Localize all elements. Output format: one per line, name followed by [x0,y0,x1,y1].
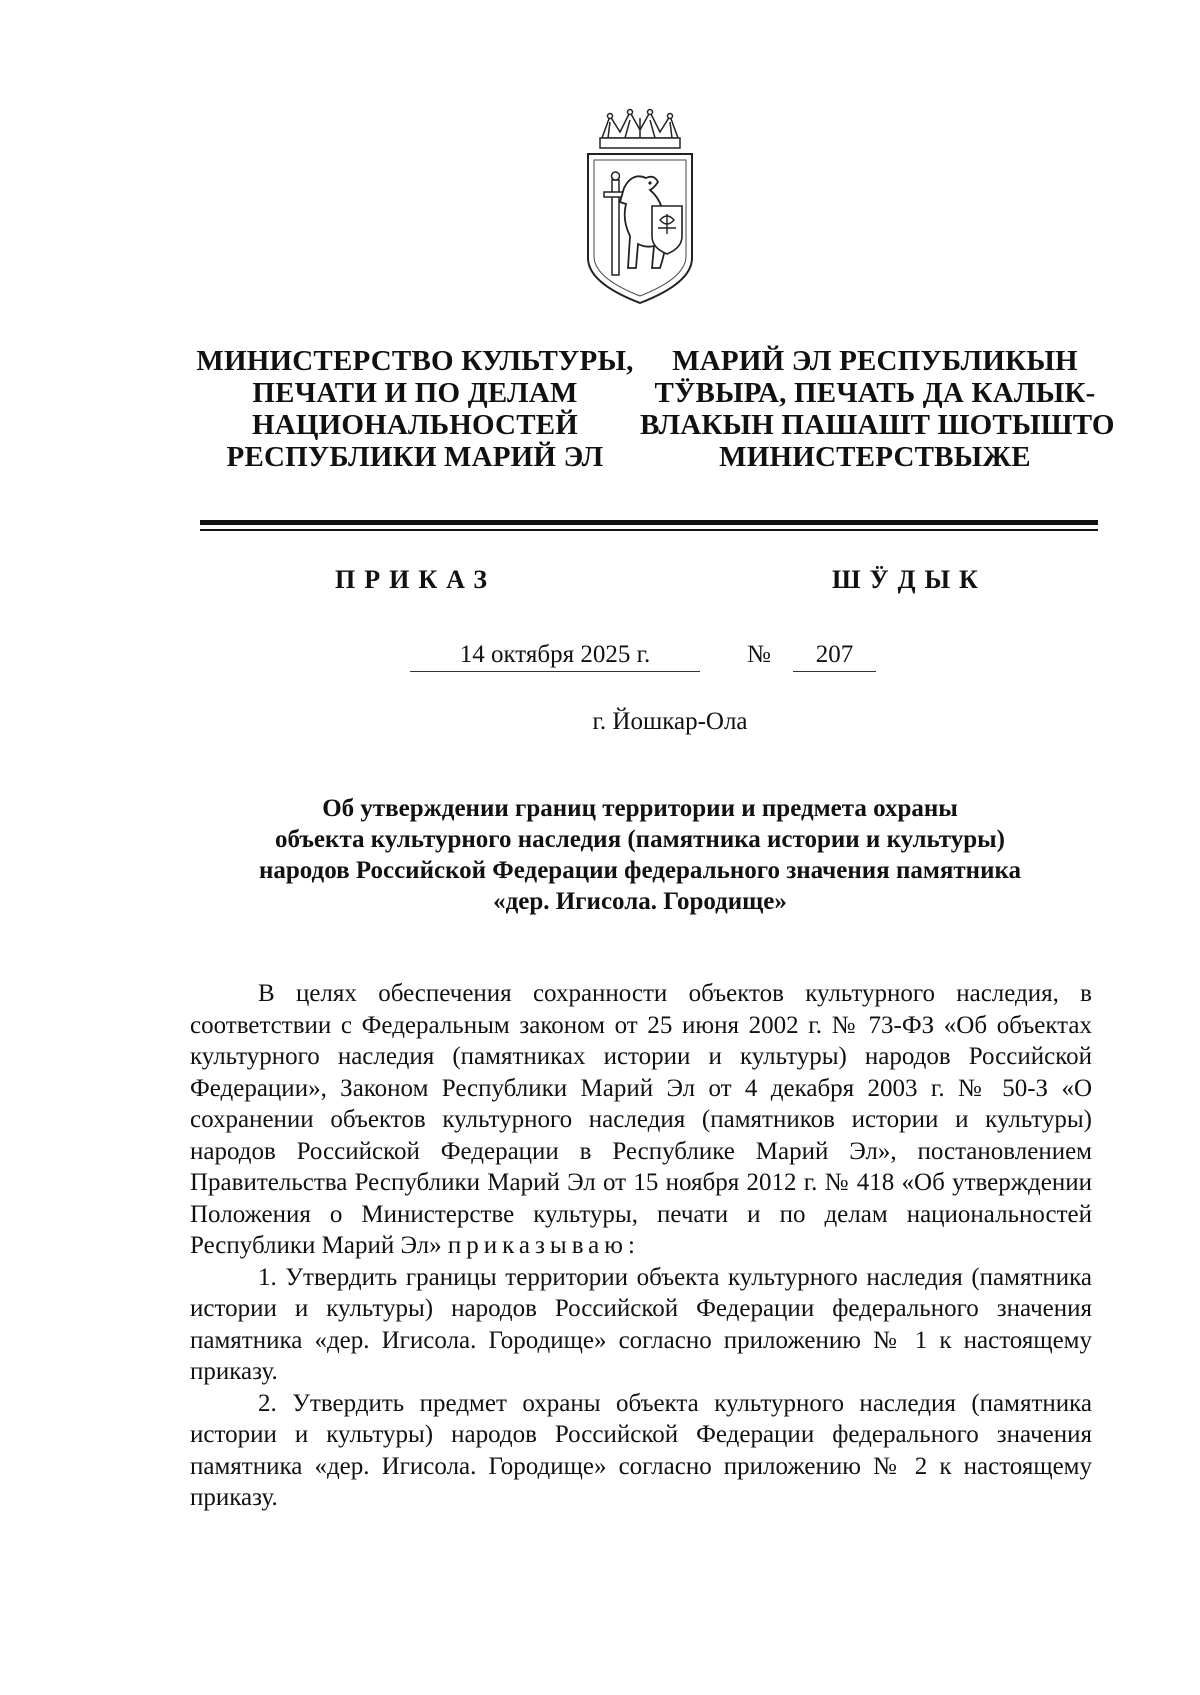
header-divider-thin [200,529,1098,531]
org-ru-line: ПЕЧАТИ И ПО ДЕЛАМ [252,377,578,409]
title-line: «дер. Игисола. Городище» [493,888,787,915]
org-mari-line: МАРИЙ ЭЛ РЕСПУБЛИКЫН [672,345,1078,377]
org-mari-line: МИНИСТЕРСТВЫЖЕ [719,441,1031,473]
title-line: Об утверждении границ территории и предмета охраны [322,795,958,822]
title-line: объекта культурного наследия (памятника истории и культуры) [274,826,1005,853]
organization-name-mari [640,345,1115,473]
document-date: 14 октября 2025 г. [459,641,651,668]
document-type-russian: ПРИКАЗ [335,565,497,594]
document-number: 207 [815,641,854,668]
coat-of-arms-emblem [580,108,700,308]
preamble-text: В целях обеспечения сохранности объектов культурного наследия, в соответствии с Федеральным законом от 25 июня 2002 г. № 73-ФЗ «Об объектах культурного наследия (памятниках истории и культуры) народов Российской Федерации», Законом Республики Марий Эл от 4 декабря 2003 г. № 50-З «О сохранении объектов культурного наследия (памятников истории и культуры) народов Российской Федерации в Республике Марий Эл», постановлением Правительства Республики Марий Эл от 15 ноября 2012 г. № 418 «Об утверждении Положения о Министерстве культуры, печати и по делам национальностей Республики Марий Эл» [190,980,1092,1259]
order-item-1: 1. Утвердить границы территории объекта культурного наследия (памятника истории и культуры) народов Российской Федерации федерального значения памятника «дер. Игисола. Городище» согласно приложению № 1 к настоящему приказу. [190,1263,1092,1385]
organization-name-russian [185,345,645,473]
title-line: народов Российской Федерации федерального значения памятника [258,857,1022,884]
org-mari-line: ВЛАКЫН ПАШАШТ ШОТЫШТО [640,409,1115,441]
org-ru-line: МИНИСТЕРСТВО КУЛЬТУРЫ, [196,345,634,377]
number-sign: № [747,641,771,668]
document-type-mari: ШӰДЫК [832,565,987,594]
order-item-2: 2. Утвердить предмет охраны объекта культурного наследия (памятника истории и культуры) народов Российской Федерации федерального значения памятника «дер. Игисола. Городище» согласно приложению № 2 к настоящему приказу. [190,1389,1092,1511]
header-divider-thick [200,520,1098,525]
org-mari-line: ТӰВЫРА, ПЕЧАТЬ ДА КАЛЫК- [654,377,1096,409]
org-ru-line: РЕСПУБЛИКИ МАРИЙ ЭЛ [226,441,604,473]
order-word: приказываю: [447,1232,640,1259]
city-name: г. Йошкар-Ола [592,708,748,735]
preamble-paragraph [190,978,1092,1262]
document-body [190,978,1092,1514]
org-ru-line: НАЦИОНАЛЬНОСТЕЙ [251,409,579,441]
document-title [180,793,1100,917]
